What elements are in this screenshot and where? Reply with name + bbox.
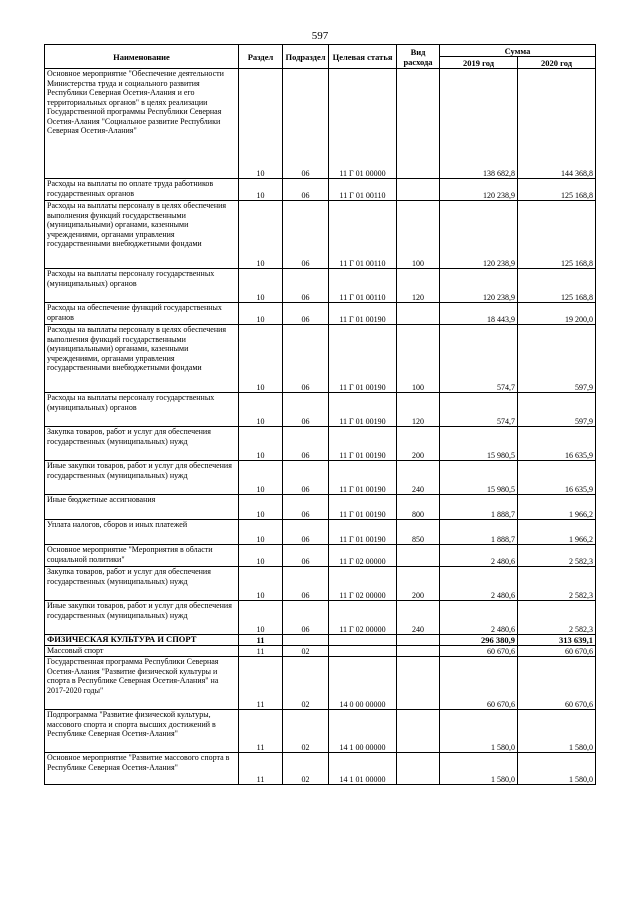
row-sum-2020: 1 966,2 xyxy=(518,520,596,545)
row-target: 11 Г 02 00000 xyxy=(329,567,397,601)
row-target: 11 Г 01 00110 xyxy=(329,269,397,303)
row-name: Расходы на выплаты по оплате труда работников государственных органов xyxy=(45,179,239,201)
row-subsection: 06 xyxy=(283,545,329,567)
header-name: Наименование xyxy=(45,45,239,69)
row-sum-2020: 144 368,8 xyxy=(518,69,596,179)
row-expense-type xyxy=(397,179,440,201)
row-subsection: 06 xyxy=(283,179,329,201)
row-expense-type: 100 xyxy=(397,201,440,269)
row-sum-2020: 2 582,3 xyxy=(518,545,596,567)
row-subsection: 06 xyxy=(283,601,329,635)
row-target: 14 1 01 00000 xyxy=(329,753,397,785)
row-name: Основное мероприятие "Обеспечение деятельности Министерства труда и социального развития Республики Северная Осетия-Алания и его территориальных органов" в целях реализации Государственной программы Республики Северная Осетия-Алания "Социальное развитие Республики Северная Осетия-Алания" xyxy=(45,69,239,179)
row-name: Иные закупки товаров, работ и услуг для обеспечения государственных (муниципальных) нужд xyxy=(45,601,239,635)
row-section: 10 xyxy=(239,393,283,427)
row-name: Закупка товаров, работ и услуг для обеспечения государственных (муниципальных) нужд xyxy=(45,427,239,461)
row-section: 10 xyxy=(239,69,283,179)
row-target: 14 1 00 00000 xyxy=(329,710,397,753)
row-name: Закупка товаров, работ и услуг для обеспечения государственных (муниципальных) нужд xyxy=(45,567,239,601)
row-subsection: 06 xyxy=(283,461,329,495)
row-section: 10 xyxy=(239,545,283,567)
row-name: ФИЗИЧЕСКАЯ КУЛЬТУРА И СПОРТ xyxy=(45,635,239,646)
row-expense-type xyxy=(397,710,440,753)
row-section: 11 xyxy=(239,646,283,657)
row-name: Государственная программа Республики Северная Осетия-Алания "Развитие физической культуры и спорта в Республике Северная Осетия-Алания" на 2017-2020 годы" xyxy=(45,657,239,710)
row-sum-2020: 125 168,8 xyxy=(518,201,596,269)
table-row xyxy=(45,69,596,179)
table-row xyxy=(45,635,596,646)
row-subsection: 06 xyxy=(283,325,329,393)
row-target: 11 Г 01 00110 xyxy=(329,201,397,269)
row-expense-type xyxy=(397,303,440,325)
row-sum-2020: 16 635,9 xyxy=(518,461,596,495)
row-sum-2019: 574,7 xyxy=(440,325,518,393)
row-subsection: 02 xyxy=(283,710,329,753)
row-sum-2019: 120 238,9 xyxy=(440,269,518,303)
row-sum-2019: 120 238,9 xyxy=(440,201,518,269)
row-name: Расходы на обеспечение функций государственных органов xyxy=(45,303,239,325)
row-target: 11 Г 01 00190 xyxy=(329,303,397,325)
row-name: Основное мероприятие "Мероприятия в области социальной политики" xyxy=(45,545,239,567)
budget-table xyxy=(44,44,596,785)
row-sum-2020: 597,9 xyxy=(518,325,596,393)
row-expense-type: 120 xyxy=(397,269,440,303)
row-expense-type xyxy=(397,657,440,710)
row-subsection: 06 xyxy=(283,303,329,325)
row-expense-type xyxy=(397,753,440,785)
row-subsection: 06 xyxy=(283,427,329,461)
row-section: 10 xyxy=(239,567,283,601)
row-sum-2019: 120 238,9 xyxy=(440,179,518,201)
row-sum-2019: 296 380,9 xyxy=(440,635,518,646)
row-target: 11 Г 01 00190 xyxy=(329,427,397,461)
row-expense-type: 100 xyxy=(397,325,440,393)
row-sum-2020: 597,9 xyxy=(518,393,596,427)
row-sum-2020: 19 200,0 xyxy=(518,303,596,325)
row-expense-type xyxy=(397,69,440,179)
row-subsection: 06 xyxy=(283,69,329,179)
row-target: 11 Г 01 00190 xyxy=(329,461,397,495)
table-body xyxy=(45,69,596,785)
row-section: 10 xyxy=(239,179,283,201)
header-section: Раздел xyxy=(239,45,283,69)
row-name: Подпрограмма "Развитие физической культуры, массового спорта и спорта высших достижений в Республике Северная Осетия-Алания" xyxy=(45,710,239,753)
row-sum-2019: 15 980,5 xyxy=(440,427,518,461)
row-name: Расходы на выплаты персоналу государственных (муниципальных) органов xyxy=(45,269,239,303)
row-sum-2019: 2 480,6 xyxy=(440,567,518,601)
table-row xyxy=(45,567,596,601)
row-sum-2020: 1 966,2 xyxy=(518,495,596,520)
row-sum-2020: 125 168,8 xyxy=(518,269,596,303)
row-subsection: 02 xyxy=(283,753,329,785)
row-sum-2020: 60 670,6 xyxy=(518,646,596,657)
row-sum-2019: 1 580,0 xyxy=(440,753,518,785)
row-sum-2020: 125 168,8 xyxy=(518,179,596,201)
row-subsection: 02 xyxy=(283,657,329,710)
row-sum-2020: 60 670,6 xyxy=(518,657,596,710)
table-row xyxy=(45,427,596,461)
row-section: 11 xyxy=(239,657,283,710)
table-row xyxy=(45,657,596,710)
row-expense-type: 850 xyxy=(397,520,440,545)
row-sum-2020: 313 639,1 xyxy=(518,635,596,646)
row-sum-2020: 2 582,3 xyxy=(518,601,596,635)
row-name: Расходы на выплаты персоналу в целях обеспечения выполнения функций государственными (муниципальными) органами, казенными учреждениями, органами управления государственными внебюджетными фондами xyxy=(45,201,239,269)
table-row xyxy=(45,495,596,520)
table-row xyxy=(45,269,596,303)
row-subsection: 06 xyxy=(283,269,329,303)
row-sum-2020: 1 580,0 xyxy=(518,710,596,753)
page-number: 597 xyxy=(311,30,329,42)
row-target: 11 Г 01 00190 xyxy=(329,495,397,520)
row-name: Массовый спорт xyxy=(45,646,239,657)
row-subsection: 06 xyxy=(283,495,329,520)
row-sum-2019: 1 888,7 xyxy=(440,495,518,520)
row-target xyxy=(329,646,397,657)
row-subsection xyxy=(283,635,329,646)
row-sum-2020: 1 580,0 xyxy=(518,753,596,785)
row-subsection: 06 xyxy=(283,393,329,427)
table-row xyxy=(45,325,596,393)
row-section: 11 xyxy=(239,635,283,646)
row-expense-type: 240 xyxy=(397,601,440,635)
row-expense-type: 800 xyxy=(397,495,440,520)
row-section: 10 xyxy=(239,427,283,461)
table-row xyxy=(45,601,596,635)
row-section: 11 xyxy=(239,753,283,785)
row-section: 10 xyxy=(239,201,283,269)
row-subsection: 06 xyxy=(283,201,329,269)
header-subsection: Подраздел xyxy=(283,45,329,69)
row-target: 11 Г 01 00110 xyxy=(329,179,397,201)
row-name: Расходы на выплаты персоналу в целях обеспечения выполнения функций государственными (муниципальными) органами, казенными учреждениями, органами управления государственными внебюджетными фондами xyxy=(45,325,239,393)
row-name: Расходы на выплаты персоналу государственных (муниципальных) органов xyxy=(45,393,239,427)
row-expense-type: 200 xyxy=(397,567,440,601)
table-row xyxy=(45,520,596,545)
row-name: Основное мероприятие "Развитие массового спорта в Республике Северная Осетия-Алания" xyxy=(45,753,239,785)
row-target: 11 Г 01 00190 xyxy=(329,393,397,427)
row-sum-2019: 2 480,6 xyxy=(440,601,518,635)
table-row xyxy=(45,710,596,753)
row-sum-2019: 574,7 xyxy=(440,393,518,427)
row-subsection: 06 xyxy=(283,567,329,601)
row-sum-2019: 2 480,6 xyxy=(440,545,518,567)
row-expense-type xyxy=(397,545,440,567)
row-sum-2019: 1 580,0 xyxy=(440,710,518,753)
row-expense-type: 240 xyxy=(397,461,440,495)
row-expense-type: 120 xyxy=(397,393,440,427)
row-sum-2020: 2 582,3 xyxy=(518,567,596,601)
table-row xyxy=(45,461,596,495)
header-sum: Сумма xyxy=(440,45,596,57)
header-target: Целевая статья xyxy=(329,45,397,69)
table-row xyxy=(45,753,596,785)
row-subsection: 06 xyxy=(283,520,329,545)
table-row xyxy=(45,393,596,427)
table-row xyxy=(45,303,596,325)
table-row xyxy=(45,179,596,201)
row-target: 11 Г 01 00190 xyxy=(329,325,397,393)
row-section: 10 xyxy=(239,303,283,325)
row-target xyxy=(329,635,397,646)
row-name: Уплата налогов, сборов и иных платежей xyxy=(45,520,239,545)
row-sum-2019: 1 888,7 xyxy=(440,520,518,545)
row-section: 10 xyxy=(239,495,283,520)
table-row xyxy=(45,646,596,657)
row-name: Иные бюджетные ассигнования xyxy=(45,495,239,520)
row-expense-type xyxy=(397,635,440,646)
row-sum-2020: 16 635,9 xyxy=(518,427,596,461)
row-target: 14 0 00 00000 xyxy=(329,657,397,710)
row-section: 11 xyxy=(239,710,283,753)
row-expense-type: 200 xyxy=(397,427,440,461)
row-sum-2019: 60 670,6 xyxy=(440,657,518,710)
row-section: 10 xyxy=(239,461,283,495)
table-row xyxy=(45,201,596,269)
row-target: 11 Г 02 00000 xyxy=(329,545,397,567)
row-sum-2019: 60 670,6 xyxy=(440,646,518,657)
row-section: 10 xyxy=(239,269,283,303)
table-row xyxy=(45,545,596,567)
row-sum-2019: 15 980,5 xyxy=(440,461,518,495)
row-target: 11 Г 01 00000 xyxy=(329,69,397,179)
header-expense-type: Вид расхода xyxy=(397,45,440,69)
header-year-2020: 2020 год xyxy=(518,57,596,69)
row-target: 11 Г 02 00000 xyxy=(329,601,397,635)
row-section: 10 xyxy=(239,520,283,545)
row-target: 11 Г 01 00190 xyxy=(329,520,397,545)
row-sum-2019: 18 443,9 xyxy=(440,303,518,325)
header-year-2019: 2019 год xyxy=(440,57,518,69)
row-sum-2019: 138 682,8 xyxy=(440,69,518,179)
row-subsection: 02 xyxy=(283,646,329,657)
row-section: 10 xyxy=(239,325,283,393)
row-name: Иные закупки товаров, работ и услуг для обеспечения государственных (муниципальных) нужд xyxy=(45,461,239,495)
row-section: 10 xyxy=(239,601,283,635)
row-expense-type xyxy=(397,646,440,657)
